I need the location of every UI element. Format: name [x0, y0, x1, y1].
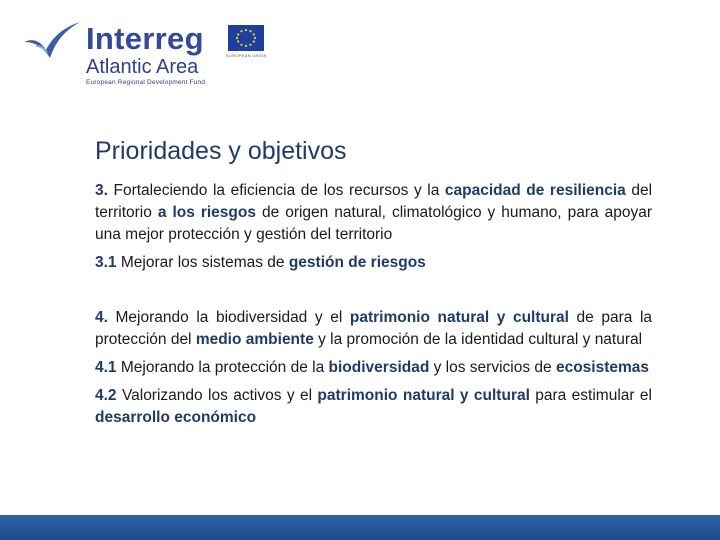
- emphasis-text: patrimonio natural y cultural: [317, 387, 530, 404]
- emphasis-text: 4.: [95, 309, 108, 326]
- priority-item: [95, 307, 652, 351]
- body-text: Mejorando la protección de la: [116, 359, 329, 376]
- objectives-list: [95, 180, 652, 435]
- objective-item: [95, 385, 652, 429]
- emphasis-text: 3.1: [95, 254, 117, 271]
- emphasis-text: gestión de riesgos: [288, 254, 426, 271]
- body-text: Mejorando la biodiversidad y el: [107, 309, 350, 326]
- page-title: Prioridades y objetivos: [95, 137, 347, 165]
- spacer: [95, 280, 652, 307]
- footer-bar: [0, 515, 720, 540]
- eu-label: EUROPEAN UNION: [226, 53, 267, 58]
- swoosh-icon: [22, 20, 84, 60]
- emphasis-text: 4.1: [95, 359, 117, 376]
- objective-item: [95, 357, 652, 379]
- body-text: para estimular el: [529, 387, 653, 404]
- body-text: Mejorar los sistemas de: [116, 254, 289, 271]
- emphasis-text: 4.2: [95, 387, 117, 404]
- eu-flag-icon: [228, 25, 264, 51]
- body-text: del territorio: [95, 182, 653, 221]
- emphasis-text: biodiversidad: [328, 359, 430, 376]
- priority-item: [95, 180, 652, 246]
- interreg-logo: [22, 18, 272, 93]
- emphasis-text: 3.: [95, 182, 114, 199]
- objective-item: [95, 252, 652, 274]
- brand-name: Interreg: [86, 21, 204, 56]
- emphasis-text: capacidad de resiliencia: [444, 182, 626, 199]
- body-text: de origen natural, climatológico y humano, para apoyar una mejor protección y gestión del territorio: [95, 204, 653, 243]
- body-text: y los servicios de: [429, 359, 556, 376]
- emphasis-text: desarrollo económico: [95, 409, 257, 426]
- emphasis-text: ecosistemas: [555, 359, 650, 376]
- body-text: de para la protección del: [95, 309, 653, 348]
- emphasis-text: medio ambiente: [195, 331, 314, 348]
- body-text: Valorizando los activos y el: [116, 387, 318, 404]
- program-area: Atlantic Area: [86, 56, 199, 78]
- body-text: y la promoción de la identidad cultural y natural: [313, 331, 643, 348]
- fund-name: European Regional Development Fund: [86, 79, 206, 86]
- emphasis-text: a los riesgos: [157, 204, 256, 221]
- emphasis-text: patrimonio natural y cultural: [349, 309, 569, 326]
- body-text: Fortaleciendo la eficiencia de los recursos y la: [113, 182, 445, 199]
